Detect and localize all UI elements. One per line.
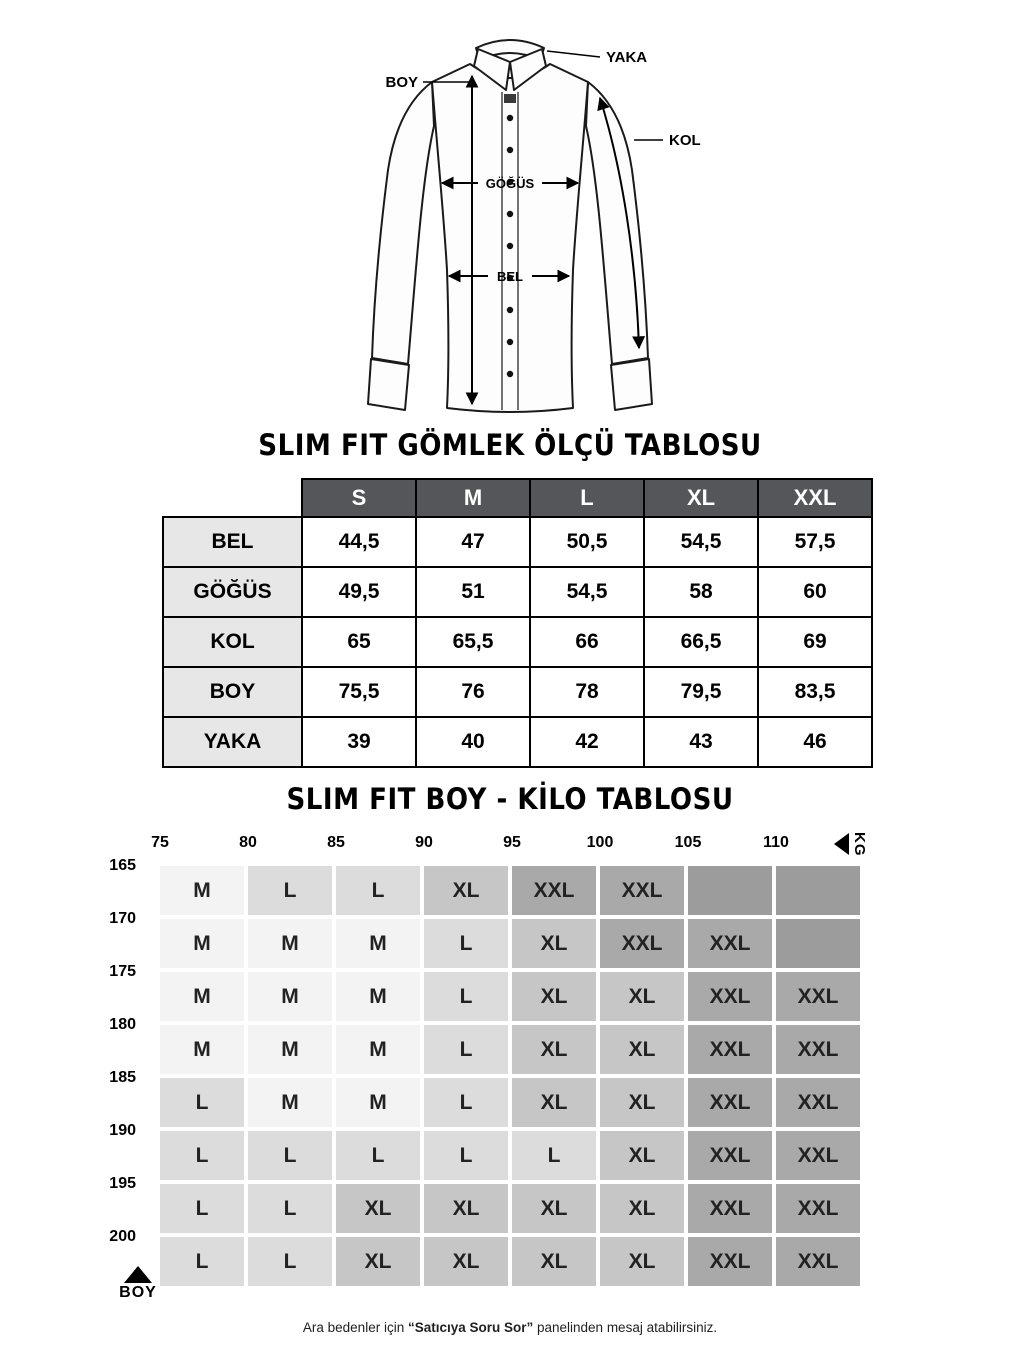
size-cell: L (424, 1131, 508, 1180)
size-cell: XL (424, 1184, 508, 1233)
size-cell: M (160, 919, 244, 968)
measure-value: 50,5 (530, 517, 644, 567)
size-cell: M (336, 1078, 420, 1127)
measure-value: 79,5 (644, 667, 758, 717)
size-cell: L (248, 1184, 332, 1233)
size-cell: XL (424, 1237, 508, 1286)
kol-label: KOL (669, 132, 701, 149)
size-cell: XL (512, 1025, 596, 1074)
size-cell: XL (424, 866, 508, 915)
empty-cell (776, 866, 860, 915)
size-table (162, 478, 873, 768)
size-cell: XXL (600, 919, 684, 968)
shirt-diagram (170, 18, 850, 448)
size-cell: L (424, 919, 508, 968)
size-cell: XL (600, 972, 684, 1021)
measure-value: 65,5 (416, 617, 530, 667)
size-table-row (163, 617, 872, 667)
height-tick: 165 (109, 857, 136, 874)
empty-cell (688, 866, 772, 915)
kg-axis-label: KG (851, 832, 868, 857)
size-cell: XL (512, 1078, 596, 1127)
size-cell: M (336, 1025, 420, 1074)
measure-value: 40 (416, 717, 530, 767)
measure-value: 66,5 (644, 617, 758, 667)
size-cell: XXL (688, 919, 772, 968)
size-table-title: SLIM FIT GÖMLEK ÖLÇÜ TABLOSU (258, 428, 762, 462)
size-cell: L (336, 1131, 420, 1180)
kg-arrow-icon (834, 833, 849, 855)
measure-value: 39 (302, 717, 416, 767)
size-cell: XXL (688, 972, 772, 1021)
kg-tick: 85 (327, 834, 345, 851)
height-tick: 180 (109, 1016, 136, 1033)
heatmap-grid (160, 866, 860, 1286)
brand-tag (504, 94, 516, 103)
size-cell: L (160, 1237, 244, 1286)
size-cell: XXL (600, 866, 684, 915)
measure-label: YAKA (163, 717, 302, 767)
size-cell: XXL (688, 1078, 772, 1127)
size-cell: XXL (776, 1184, 860, 1233)
size-cell: L (512, 1131, 596, 1180)
measure-value: 60 (758, 567, 872, 617)
boy-axis-label: BOY (119, 1284, 157, 1301)
measure-value: 47 (416, 517, 530, 567)
measure-value: 49,5 (302, 567, 416, 617)
shirt-left-sleeve (372, 82, 434, 364)
footer-suffix: panelinden mesaj atabilirsiniz. (533, 1320, 718, 1335)
measure-value: 54,5 (644, 517, 758, 567)
measure-value: 43 (644, 717, 758, 767)
size-cell: L (248, 866, 332, 915)
boy-axis-marker (110, 1266, 166, 1302)
height-ticks (96, 857, 150, 1290)
size-cell: XL (336, 1237, 420, 1286)
size-cell: XL (336, 1184, 420, 1233)
size-cell: M (248, 1025, 332, 1074)
kg-tick: 80 (239, 834, 257, 851)
corner-cell (163, 479, 302, 517)
height-tick: 175 (109, 963, 136, 980)
empty-cell (776, 919, 860, 968)
measure-label: BOY (163, 667, 302, 717)
size-table-row (163, 567, 872, 617)
yaka-label: YAKA (606, 49, 648, 66)
yaka-leader-line (547, 51, 600, 57)
size-cell: XXL (776, 1078, 860, 1127)
gogus-label: GÖĞÜS (485, 176, 535, 191)
size-column-header: XL (644, 479, 758, 517)
kg-tick: 110 (763, 834, 789, 851)
size-cell: M (336, 919, 420, 968)
measure-label: BEL (163, 517, 302, 567)
measure-value: 51 (416, 567, 530, 617)
measure-value: 78 (530, 667, 644, 717)
size-cell: M (160, 866, 244, 915)
size-cell: XXL (512, 866, 596, 915)
size-column-header: L (530, 479, 644, 517)
shirt-left-cuff (368, 359, 409, 410)
height-weight-title: SLIM FIT BOY - KİLO TABLOSU (286, 782, 734, 816)
size-table-row (163, 517, 872, 567)
size-cell: XXL (688, 1131, 772, 1180)
size-cell: M (248, 919, 332, 968)
kg-tick: 95 (503, 834, 521, 851)
size-cell: XL (512, 972, 596, 1021)
measure-value: 83,5 (758, 667, 872, 717)
size-cell: XXL (688, 1025, 772, 1074)
height-tick: 190 (109, 1122, 136, 1139)
size-cell: L (160, 1184, 244, 1233)
height-tick: 195 (109, 1175, 136, 1192)
size-cell: XXL (776, 1025, 860, 1074)
height-tick: 185 (109, 1069, 136, 1086)
measure-value: 46 (758, 717, 872, 767)
size-cell: XL (512, 919, 596, 968)
size-column-header: M (416, 479, 530, 517)
kg-tick: 100 (586, 834, 614, 851)
size-cell: XL (512, 1184, 596, 1233)
size-cell: L (424, 972, 508, 1021)
size-table-header-row (163, 479, 872, 517)
measure-value: 58 (644, 567, 758, 617)
size-cell: XL (600, 1237, 684, 1286)
measure-value: 42 (530, 717, 644, 767)
measure-value: 54,5 (530, 567, 644, 617)
boy-label: BOY (385, 74, 418, 91)
size-cell: XL (600, 1078, 684, 1127)
measure-value: 69 (758, 617, 872, 667)
kg-tick: 105 (674, 834, 702, 851)
measure-value: 44,5 (302, 517, 416, 567)
kg-tick: 75 (151, 834, 169, 851)
kg-ticks (151, 834, 860, 858)
shirt-right-cuff (611, 359, 652, 410)
size-cell: XXL (688, 1237, 772, 1286)
size-cell: L (424, 1025, 508, 1074)
measure-label: GÖĞÜS (163, 567, 302, 617)
size-cell: XXL (776, 1237, 860, 1286)
measure-label: KOL (163, 617, 302, 667)
size-table-row (163, 667, 872, 717)
measure-value: 76 (416, 667, 530, 717)
footer-bold: “Satıcıya Soru Sor” (407, 1320, 534, 1335)
size-cell: XXL (776, 1131, 860, 1180)
size-cell: M (336, 972, 420, 1021)
size-cell: L (160, 1131, 244, 1180)
measure-value: 66 (530, 617, 644, 667)
bel-label: BEL (497, 269, 523, 284)
kg-tick: 90 (415, 834, 433, 851)
size-cell: M (248, 1078, 332, 1127)
size-cell: M (160, 972, 244, 1021)
size-cell: L (248, 1131, 332, 1180)
measure-value: 65 (302, 617, 416, 667)
footer-note (0, 1320, 1020, 1335)
size-column-header: S (302, 479, 416, 517)
kg-axis-marker (834, 832, 868, 857)
size-cell: XL (600, 1025, 684, 1074)
size-cell: L (336, 866, 420, 915)
height-tick: 170 (109, 910, 136, 927)
boy-arrow-icon (124, 1266, 152, 1283)
size-cell: XL (600, 1131, 684, 1180)
size-cell: XL (512, 1237, 596, 1286)
measure-value: 57,5 (758, 517, 872, 567)
size-cell: XXL (688, 1184, 772, 1233)
size-cell: M (248, 972, 332, 1021)
size-table-row (163, 717, 872, 767)
height-tick: 200 (109, 1228, 136, 1245)
footer-prefix: Ara bedenler için (302, 1320, 408, 1335)
size-cell: XL (600, 1184, 684, 1233)
size-cell: L (248, 1237, 332, 1286)
size-cell: XXL (776, 972, 860, 1021)
size-cell: L (424, 1078, 508, 1127)
size-column-header: XXL (758, 479, 872, 517)
size-cell: M (160, 1025, 244, 1074)
size-cell: L (160, 1078, 244, 1127)
measure-value: 75,5 (302, 667, 416, 717)
